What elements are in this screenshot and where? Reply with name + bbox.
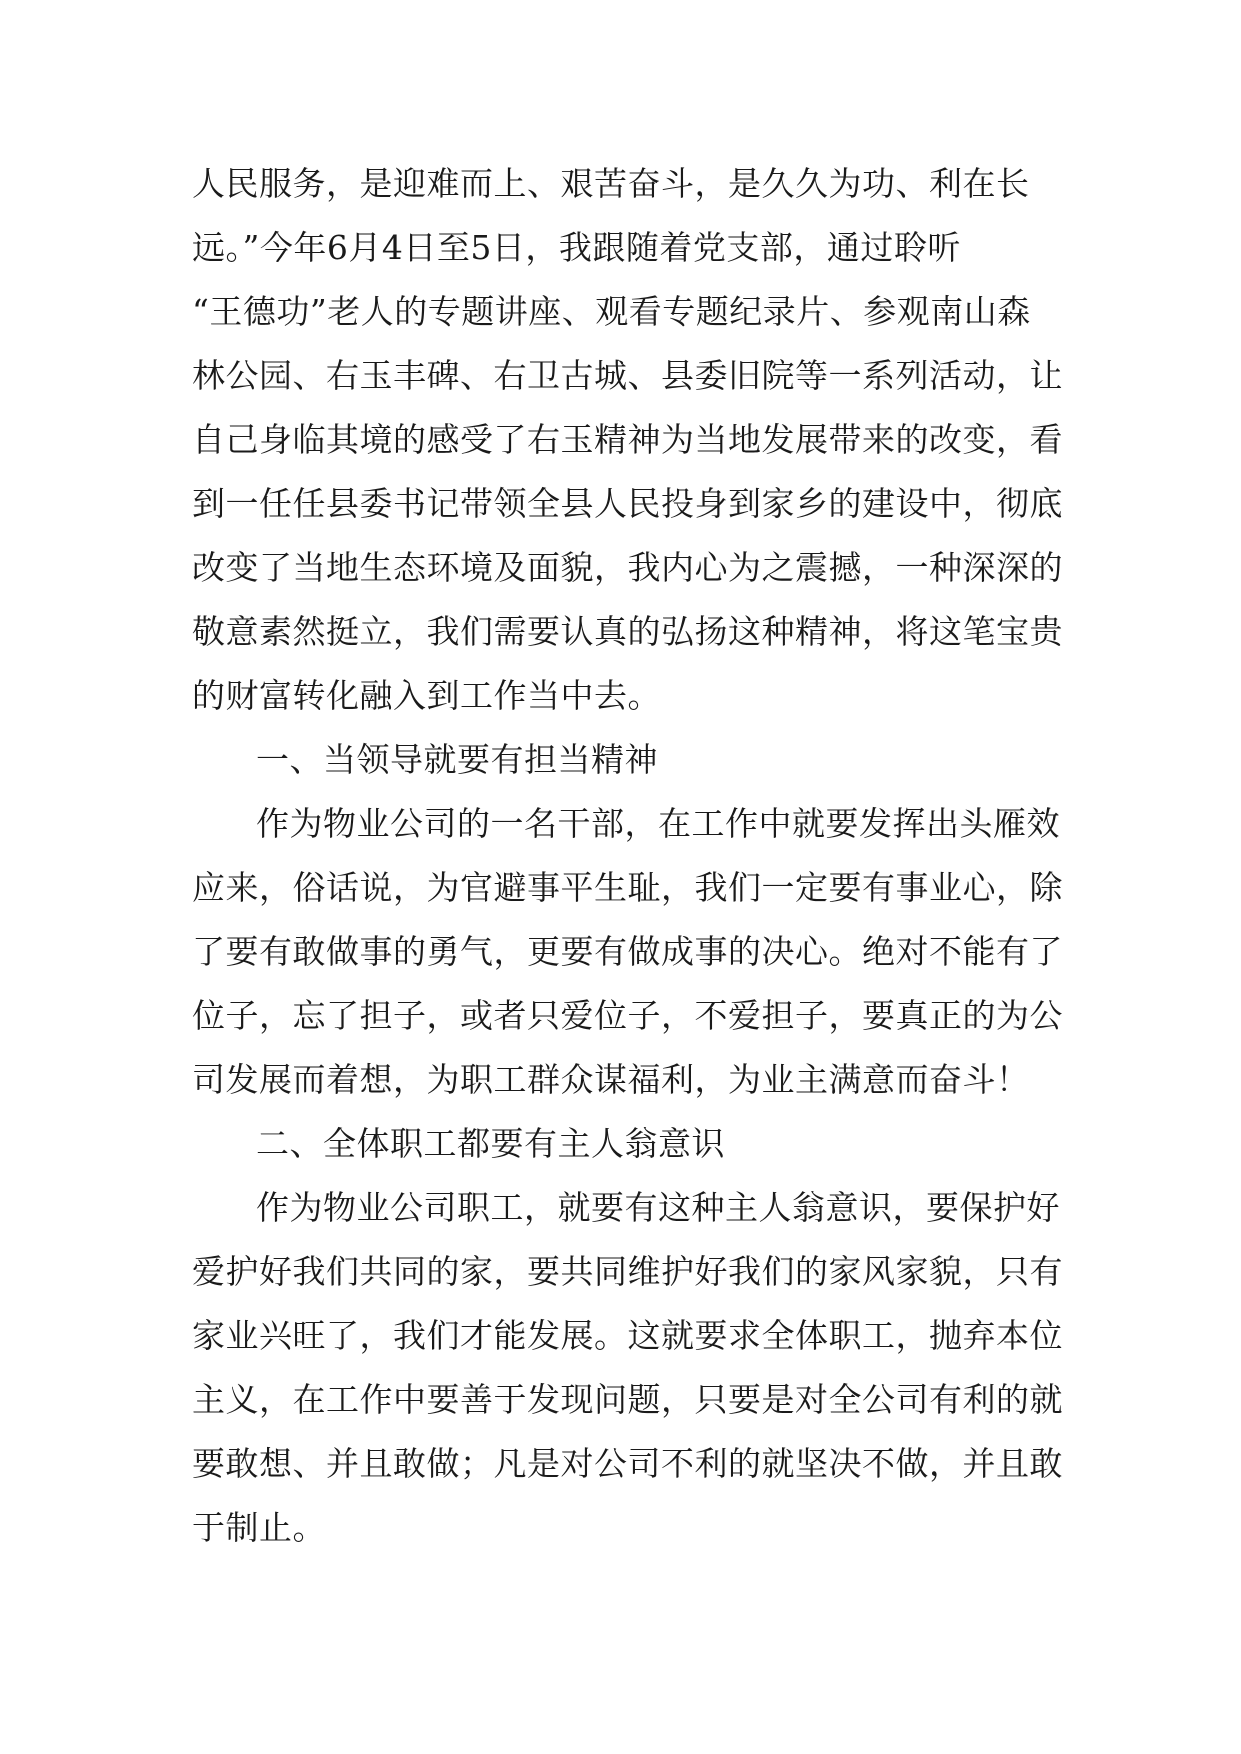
paragraph-line: 的财富转化融入到工作当中去。 xyxy=(192,676,661,715)
section-heading-1: 一、当领导就要有担当精神 xyxy=(256,740,658,779)
paragraph-line: 作为物业公司职工，就要有这种主人翁意识，要保护好 xyxy=(256,1188,1060,1227)
paragraph-line: 作为物业公司的一名干部，在工作中就要发挥出头雁效 xyxy=(256,804,1060,843)
paragraph-line: 改变了当地生态环境及面貌，我内心为之震撼，一种深深的 xyxy=(192,548,1063,587)
paragraph-line: 位子，忘了担子，或者只爱位子，不爱担子，要真正的为公 xyxy=(192,996,1063,1035)
paragraph-line: 自己身临其境的感受了右玉精神为当地发展带来的改变，看 xyxy=(192,420,1063,459)
paragraph-line: 要敢想、并且敢做；凡是对公司不利的就坚决不做，并且敢 xyxy=(192,1444,1063,1483)
paragraph-line: 人民服务，是迎难而上、艰苦奋斗，是久久为功、利在长 xyxy=(192,164,1030,203)
paragraph-line: 于制止。 xyxy=(192,1508,326,1547)
paragraph-line: 应来，俗话说，为官避事平生耻，我们一定要有事业心，除 xyxy=(192,868,1063,907)
paragraph-line: 了要有敢做事的勇气，更要有做成事的决心。绝对不能有了 xyxy=(192,932,1063,971)
paragraph-line: 远。”今年6月4日至5日，我跟随着党支部，通过聆听 xyxy=(192,228,961,267)
paragraph-line: 到一任任县委书记带领全县人民投身到家乡的建设中，彻底 xyxy=(192,484,1063,523)
paragraph-line: 爱护好我们共同的家，要共同维护好我们的家风家貌，只有 xyxy=(192,1252,1063,1291)
paragraph-line: 林公园、右玉丰碑、右卫古城、县委旧院等一系列活动，让 xyxy=(192,356,1063,395)
paragraph-line: 主义，在工作中要善于发现问题，只要是对全公司有利的就 xyxy=(192,1380,1063,1419)
paragraph-line: 敬意素然挺立，我们需要认真的弘扬这种精神，将这笔宝贵 xyxy=(192,612,1063,651)
paragraph-line: 家业兴旺了，我们才能发展。这就要求全体职工，抛弃本位 xyxy=(192,1316,1063,1355)
section-heading-2: 二、全体职工都要有主人翁意识 xyxy=(256,1124,725,1163)
paragraph-line: 司发展而着想，为职工群众谋福利，为业主满意而奋斗！ xyxy=(192,1060,1030,1099)
paragraph-line: “王德功”老人的专题讲座、观看专题纪录片、参观南山森 xyxy=(192,292,1031,331)
